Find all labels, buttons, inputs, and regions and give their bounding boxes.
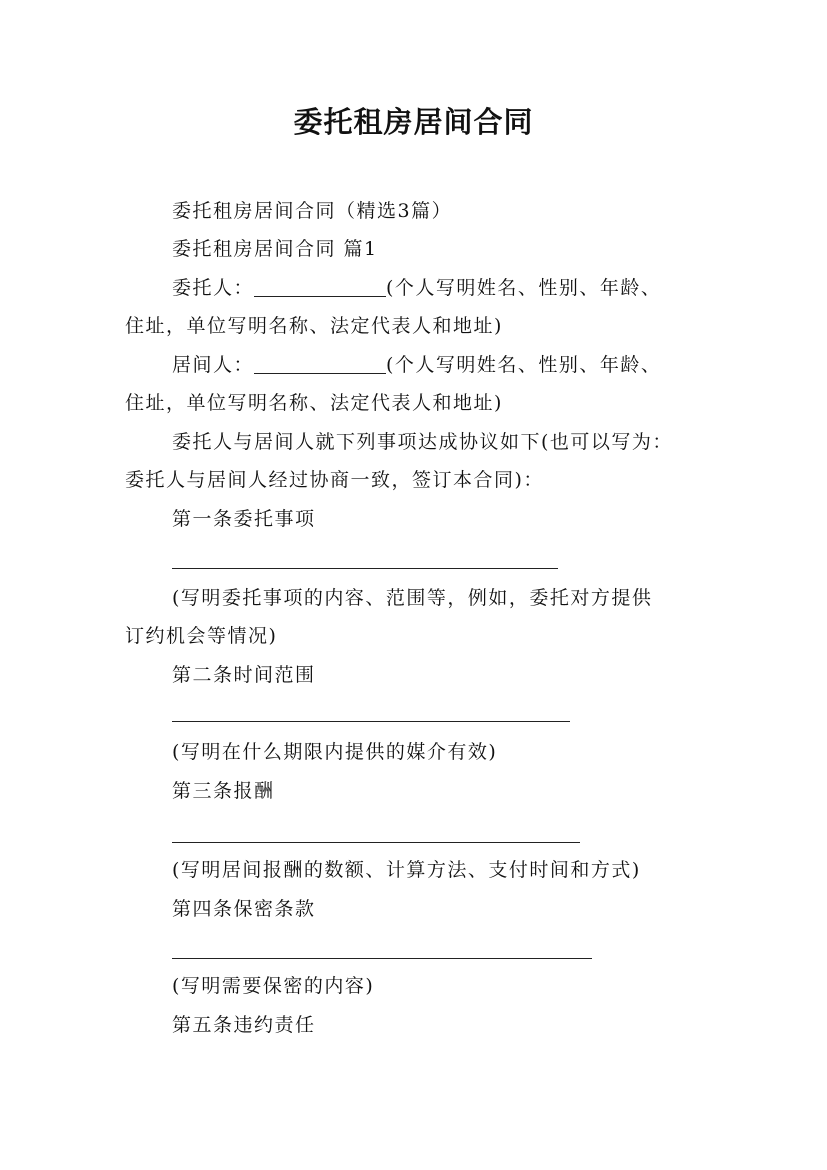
principal-label: 委托人： [172,277,255,299]
article-heading: 第一条委托事项 [172,508,316,530]
part-heading: 委托租房居间合同 篇1 [172,238,378,260]
blank-rule [172,568,558,569]
agreement-line-1: 委托人与居间人就下列事项达成协议如下(也可以写为： [172,431,673,453]
article-note: (写明委托事项的内容、范围等，例如，委托对方提供 [172,587,653,609]
article-heading: 第四条保密条款 [172,898,316,920]
article-note: (写明在什么期限内提供的媒介有效) [172,741,498,763]
intermediary-blank [254,351,386,374]
article-heading: 第三条报酬 [172,780,275,802]
article-note: (写明需要保密的内容) [172,975,375,997]
article-note: (写明居间报酬的数额、计算方法、支付时间和方式) [172,859,641,881]
intermediary-line [172,346,772,385]
blank-rule [172,958,592,959]
blank-rule [172,842,580,843]
article-heading: 第五条违约责任 [172,1014,316,1036]
article-heading: 第二条时间范围 [172,664,316,686]
document-subtitle: 委托租房居间合同（精选3篇） [172,200,453,222]
principal-note: (个人写明姓名、性别、年龄、 [386,277,662,299]
blank-rule [172,721,570,722]
article-note-cont: 订约机会等情况) [125,625,278,647]
principal-line [172,269,772,308]
intermediary-note-cont: 住址，单位写明名称、法定代表人和地址) [125,392,503,414]
principal-note-cont: 住址，单位写明名称、法定代表人和地址) [125,315,503,337]
agreement-line-2: 委托人与居间人经过协商一致，签订本合同)： [125,469,544,491]
intermediary-label: 居间人： [172,354,255,376]
principal-blank [254,274,386,297]
document-title: 委托租房居间合同 [293,105,534,139]
intermediary-note: (个人写明姓名、性别、年龄、 [386,354,662,376]
